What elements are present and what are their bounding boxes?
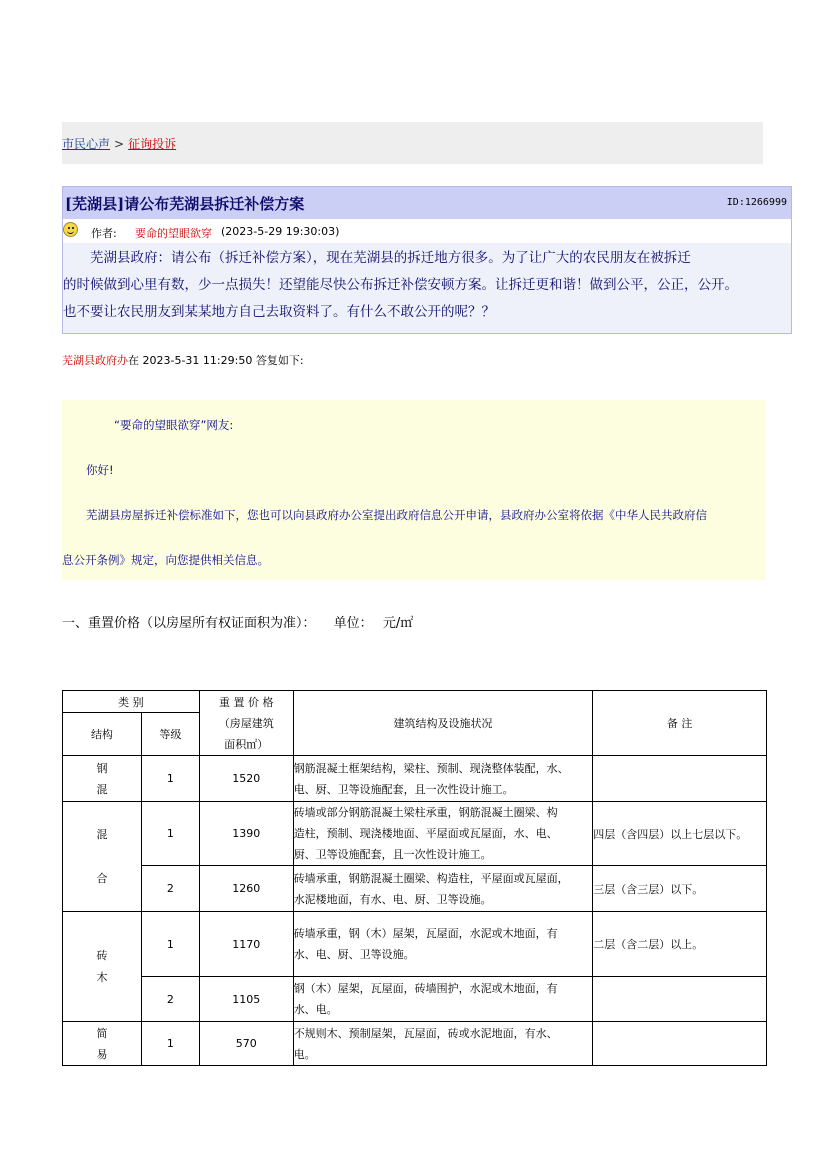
category-cell: [63, 912, 142, 1022]
reply-line: 芜湖县房屋拆迁补偿标准如下，您也可以向县政府办公室提出政府信息公开申请，县政府办公室将依据《中华人民共政府信: [86, 508, 707, 522]
grade-cell: 1: [141, 756, 199, 802]
remark-cell: [593, 756, 767, 802]
desc-cell: [293, 912, 593, 977]
desc-cell: [293, 866, 593, 912]
desc-line: 厨、卫等设施配套，且一次性设计施工。: [293, 848, 492, 861]
reply-meta: [62, 352, 304, 368]
reply-time: 2023-5-31 11:29:50: [142, 354, 253, 367]
post-card: [62, 186, 792, 334]
category-char: 混: [96, 827, 108, 841]
breadcrumb: [62, 122, 763, 164]
post-body-line: 芜湖县政府：请公布（拆迁补偿方案），现在芜湖县的拆迁地方很多。为了让广大的农民朋友在被拆迁: [63, 250, 691, 266]
desc-cell: [293, 756, 593, 802]
price-table: [62, 690, 767, 1066]
remark-cell: 三层（含三层）以下。: [593, 866, 767, 912]
category-char: 合: [96, 871, 108, 885]
desc-line: 钢（木）屋架，瓦屋面，砖墙围护，水泥或木地面，有: [293, 982, 558, 995]
post-header: [63, 187, 791, 219]
reply-line: 息公开条例》规定，向您提供相关信息。: [62, 553, 269, 567]
category-cell: [63, 1022, 142, 1066]
desc-cell: [293, 802, 593, 866]
remark-cell: [593, 977, 767, 1022]
desc-line: 砖墙承重，钢（木）屋架，瓦屋面，水泥或木地面，有: [293, 927, 558, 940]
header-category: 类 别: [63, 691, 200, 713]
remark-cell: 二层（含二层）以上。: [593, 912, 767, 977]
desc-line: 造柱，预制、现浇楼地面、平屋面或瓦屋面，水、电、: [293, 827, 558, 840]
post-author-row: [63, 219, 791, 243]
desc-line: 电、厨、卫等设施配套，且一次性设计施工。: [293, 782, 514, 796]
desc-line: 水、电。: [293, 1003, 338, 1016]
price-cell: 1390: [199, 802, 293, 866]
author-label: 作者:: [91, 227, 117, 240]
category-char: 简: [96, 1026, 108, 1040]
grade-cell: 2: [141, 977, 199, 1022]
price-cell: 1520: [199, 756, 293, 802]
section-title: 一、重置价格（以房屋所有权证面积为准）：: [62, 616, 316, 631]
post-title: [芜湖县]请公布芜湖县拆迁补偿方案: [65, 195, 305, 213]
header-remark: 备 注: [593, 691, 767, 756]
author-name[interactable]: 要命的望眼欲穿: [135, 227, 212, 240]
section-heading: [62, 612, 413, 631]
breadcrumb-separator: >: [114, 137, 125, 151]
category-char: 钢: [96, 761, 108, 775]
grade-cell: 1: [141, 1022, 199, 1066]
desc-line: 电。: [293, 1047, 316, 1061]
category-cell: [63, 802, 142, 912]
header-price-line: 面积㎡）: [224, 737, 269, 751]
category-char: 木: [96, 970, 108, 984]
header-price-line: 重 置 价 格: [218, 695, 274, 709]
header-grade: 等级: [141, 713, 199, 756]
header-price-line: （房屋建筑: [218, 716, 274, 730]
desc-line: 砖墙承重，钢筋混凝土圈梁、构造柱，平屋面或瓦屋面，: [293, 871, 569, 885]
reply-department: 芜湖县政府办: [62, 354, 128, 367]
post-body-line: 也不要让农民朋友到某某地方自己去取资料了。有什么不敢公开的呢？？: [63, 304, 495, 320]
desc-line: 不规则木、预制屋架，瓦屋面，砖或水泥地面，有水、: [293, 1026, 558, 1040]
grade-cell: 1: [141, 912, 199, 977]
desc-cell: [293, 977, 593, 1022]
reply-greeting: 你好!: [86, 463, 114, 477]
header-structure: 结构: [63, 713, 142, 756]
desc-line: 钢筋混凝土框架结构，梁柱、预制、现浇整体装配，水、: [293, 761, 569, 775]
remark-cell: [593, 1022, 767, 1066]
price-cell: 1105: [199, 977, 293, 1022]
breadcrumb-link-complaints[interactable]: 征询投诉: [128, 137, 177, 151]
category-char: 易: [96, 1047, 108, 1061]
smiley-icon: [63, 222, 78, 237]
desc-line: 砖墙或部分钢筋混凝土梁柱承重，钢筋混凝土圈梁、构: [293, 806, 558, 819]
category-cell: [63, 756, 142, 802]
remark-cell: 四层（含四层）以上七层以下。: [593, 802, 767, 866]
price-cell: 1170: [199, 912, 293, 977]
post-id: ID:1266999: [726, 197, 787, 208]
desc-line: 水、电、厨、卫等设施。: [293, 948, 415, 961]
category-char: 混: [96, 782, 108, 796]
grade-cell: 1: [141, 802, 199, 866]
post-body-line: 的时候做到心里有数，少一点损失！还望能尽快公布拆迁补偿安顿方案。让拆迁更和谐！做到公平，公正，公开。: [63, 277, 738, 293]
desc-line: 水泥楼地面，有水、电、厨、卫等设施。: [293, 892, 492, 906]
category-char: 砖: [96, 948, 108, 962]
grade-cell: 2: [141, 866, 199, 912]
reply-salutation: “要命的望眼欲穿”网友:: [114, 418, 234, 432]
desc-cell: [293, 1022, 593, 1066]
price-cell: 1260: [199, 866, 293, 912]
breadcrumb-link-citizen-voice[interactable]: 市民心声: [62, 137, 111, 151]
price-cell: 570: [199, 1022, 293, 1066]
post-body: [63, 243, 791, 333]
unit-label: 单位：: [333, 616, 373, 631]
header-price: [199, 691, 293, 756]
reply-at: 在: [128, 354, 139, 367]
reply-box: [62, 400, 765, 580]
reply-suffix: 答复如下:: [255, 354, 304, 367]
header-structure-desc: 建筑结构及设施状况: [293, 691, 593, 756]
unit-value: 元/㎡: [382, 616, 414, 631]
post-time: (2023-5-29 19:30:03): [221, 225, 340, 238]
